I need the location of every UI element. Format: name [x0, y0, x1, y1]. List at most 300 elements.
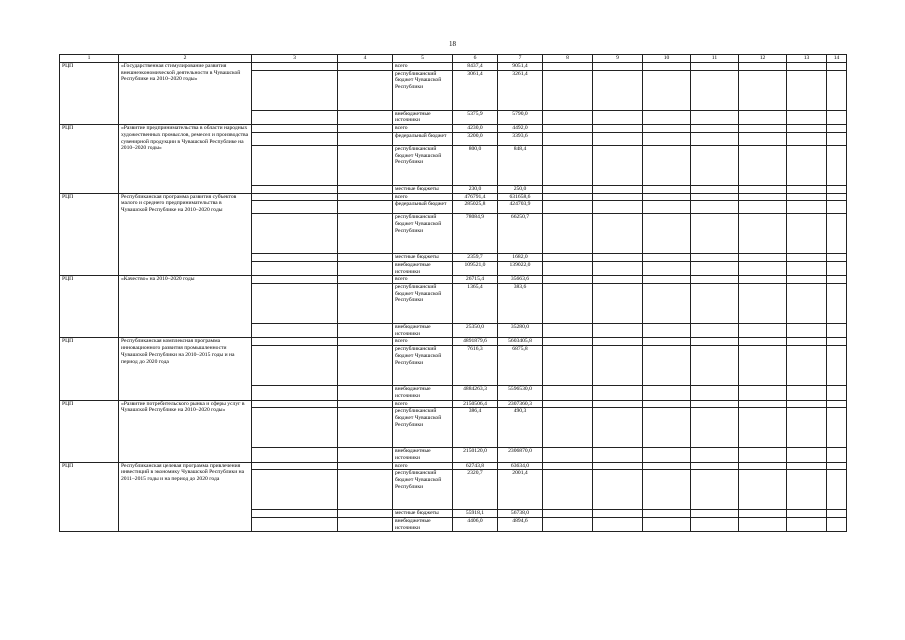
empty-cell — [338, 214, 393, 254]
funding-source: внебюджетные источники — [393, 518, 453, 532]
empty-cell — [252, 261, 338, 275]
empty-cell — [252, 324, 338, 338]
empty-cell — [691, 346, 739, 386]
empty-cell — [739, 145, 787, 185]
empty-cell — [543, 448, 593, 462]
empty-cell — [543, 261, 593, 275]
empty-cell — [543, 510, 593, 518]
empty-cell — [252, 386, 338, 400]
empty-cell — [543, 254, 593, 262]
column-header: 10 — [643, 55, 691, 63]
empty-cell — [739, 510, 787, 518]
amount-col6: 78084,9 — [453, 214, 498, 254]
empty-cell — [739, 400, 787, 408]
empty-cell — [787, 518, 827, 532]
empty-cell — [338, 462, 393, 470]
empty-cell — [691, 261, 739, 275]
empty-cell — [593, 510, 643, 518]
empty-cell — [593, 338, 643, 346]
budget-table — [59, 54, 847, 532]
amount-col7: 4492,0 — [498, 125, 543, 133]
empty-cell — [543, 338, 593, 346]
empty-cell — [643, 132, 691, 145]
amount-col7: 250,0 — [498, 185, 543, 193]
amount-col6: 800,0 — [453, 145, 498, 185]
empty-cell — [338, 338, 393, 346]
empty-cell — [827, 276, 847, 284]
empty-cell — [252, 346, 338, 386]
amount-col6: 62743,8 — [453, 462, 498, 470]
amount-col7: 3393,6 — [498, 132, 543, 145]
empty-cell — [543, 470, 593, 510]
table-row — [60, 193, 847, 201]
table-row — [60, 338, 847, 346]
empty-cell — [787, 185, 827, 193]
empty-cell — [787, 462, 827, 470]
amount-col7: 9051,4 — [498, 63, 543, 71]
amount-col7: 6875,8 — [498, 346, 543, 386]
empty-cell — [787, 276, 827, 284]
amount-col7: 4894,6 — [498, 518, 543, 532]
empty-cell — [691, 338, 739, 346]
empty-cell — [739, 346, 787, 386]
funding-source: всего — [393, 400, 453, 408]
empty-cell — [691, 386, 739, 400]
empty-cell — [739, 132, 787, 145]
empty-cell — [787, 201, 827, 214]
empty-cell — [827, 324, 847, 338]
empty-cell — [543, 518, 593, 532]
empty-cell — [691, 284, 739, 324]
empty-cell — [593, 324, 643, 338]
page-number: 18 — [449, 40, 456, 48]
empty-cell — [739, 386, 787, 400]
column-header: 3 — [252, 55, 338, 63]
empty-cell — [691, 193, 739, 201]
empty-cell — [787, 261, 827, 275]
empty-cell — [643, 284, 691, 324]
funding-source: внебюджетные источники — [393, 448, 453, 462]
column-header: 8 — [543, 55, 593, 63]
amount-col6: 4891879,6 — [453, 338, 498, 346]
empty-cell — [827, 70, 847, 110]
funding-source: внебюджетные источники — [393, 324, 453, 338]
funding-source: республиканский бюджет Чувашской Республики — [393, 214, 453, 254]
empty-cell — [787, 284, 827, 324]
empty-cell — [593, 470, 643, 510]
empty-cell — [252, 462, 338, 470]
funding-source: республиканский бюджет Чувашской Республики — [393, 346, 453, 386]
empty-cell — [643, 510, 691, 518]
empty-cell — [827, 261, 847, 275]
empty-cell — [739, 185, 787, 193]
empty-cell — [739, 63, 787, 71]
empty-cell — [252, 145, 338, 185]
empty-cell — [643, 338, 691, 346]
empty-cell — [338, 276, 393, 284]
column-header: 5 — [393, 55, 453, 63]
empty-cell — [827, 132, 847, 145]
empty-cell — [593, 448, 643, 462]
empty-cell — [787, 110, 827, 124]
empty-cell — [739, 201, 787, 214]
empty-cell — [739, 261, 787, 275]
empty-cell — [593, 125, 643, 133]
empty-cell — [691, 254, 739, 262]
empty-cell — [787, 386, 827, 400]
empty-cell — [338, 470, 393, 510]
amount-col6: 2150120,0 — [453, 448, 498, 462]
funding-source: республиканский бюджет Чувашской Республики — [393, 284, 453, 324]
empty-cell — [593, 346, 643, 386]
amount-col7: 5603405,8 — [498, 338, 543, 346]
empty-cell — [338, 324, 393, 338]
column-header: 4 — [338, 55, 393, 63]
empty-cell — [252, 201, 338, 214]
empty-cell — [252, 125, 338, 133]
empty-cell — [827, 284, 847, 324]
column-header: 14 — [827, 55, 847, 63]
funding-source: местные бюджеты — [393, 510, 453, 518]
empty-cell — [691, 408, 739, 448]
empty-cell — [827, 193, 847, 201]
empty-cell — [691, 63, 739, 71]
amount-col7: 3261,4 — [498, 70, 543, 110]
empty-cell — [827, 254, 847, 262]
empty-cell — [691, 201, 739, 214]
amount-col6: 386,4 — [453, 408, 498, 448]
empty-cell — [691, 400, 739, 408]
empty-cell — [593, 193, 643, 201]
empty-cell — [252, 214, 338, 254]
program-code: РЦП — [60, 400, 119, 462]
empty-cell — [691, 324, 739, 338]
empty-cell — [643, 254, 691, 262]
table-row — [60, 63, 847, 71]
amount-col6: 7616,3 — [453, 346, 498, 386]
program-code: РЦП — [60, 462, 119, 532]
empty-cell — [827, 201, 847, 214]
empty-cell — [739, 254, 787, 262]
amount-col6: 4884263,3 — [453, 386, 498, 400]
empty-cell — [252, 518, 338, 532]
funding-source: всего — [393, 193, 453, 201]
empty-cell — [643, 448, 691, 462]
empty-cell — [691, 125, 739, 133]
amount-col7: 631658,6 — [498, 193, 543, 201]
empty-cell — [827, 145, 847, 185]
empty-cell — [543, 201, 593, 214]
column-header: 2 — [119, 55, 252, 63]
table-row — [60, 276, 847, 284]
empty-cell — [593, 201, 643, 214]
empty-cell — [593, 214, 643, 254]
amount-col7: 66250,7 — [498, 214, 543, 254]
empty-cell — [827, 448, 847, 462]
amount-col6: 2150506,4 — [453, 400, 498, 408]
empty-cell — [593, 110, 643, 124]
empty-cell — [593, 261, 643, 275]
empty-cell — [643, 63, 691, 71]
empty-cell — [543, 132, 593, 145]
empty-cell — [739, 448, 787, 462]
empty-cell — [593, 462, 643, 470]
empty-cell — [543, 408, 593, 448]
amount-col6: 2359,7 — [453, 254, 498, 262]
amount-col7: 63634,0 — [498, 462, 543, 470]
empty-cell — [593, 276, 643, 284]
empty-cell — [338, 284, 393, 324]
empty-cell — [787, 400, 827, 408]
empty-cell — [691, 510, 739, 518]
empty-cell — [787, 408, 827, 448]
empty-cell — [739, 276, 787, 284]
amount-col7: 490,3 — [498, 408, 543, 448]
empty-cell — [691, 132, 739, 145]
empty-cell — [643, 214, 691, 254]
amount-col6: 109521,0 — [453, 261, 498, 275]
empty-cell — [787, 132, 827, 145]
empty-cell — [338, 145, 393, 185]
empty-cell — [593, 132, 643, 145]
amount-col6: 55918,1 — [453, 510, 498, 518]
empty-cell — [543, 63, 593, 71]
empty-cell — [543, 386, 593, 400]
empty-cell — [739, 110, 787, 124]
funding-source: республиканский бюджет Чувашской Республики — [393, 470, 453, 510]
funding-source: всего — [393, 125, 453, 133]
empty-cell — [827, 518, 847, 532]
funding-source: местные бюджеты — [393, 185, 453, 193]
column-header: 6 — [453, 55, 498, 63]
empty-cell — [338, 254, 393, 262]
empty-cell — [691, 110, 739, 124]
empty-cell — [593, 408, 643, 448]
empty-cell — [252, 276, 338, 284]
funding-source: всего — [393, 276, 453, 284]
empty-cell — [827, 462, 847, 470]
amount-col6: 285025,8 — [453, 201, 498, 214]
table-row — [60, 462, 847, 470]
amount-col6: 1365,4 — [453, 284, 498, 324]
empty-cell — [787, 193, 827, 201]
empty-cell — [338, 193, 393, 201]
empty-cell — [643, 518, 691, 532]
empty-cell — [643, 470, 691, 510]
amount-col7: 2001,4 — [498, 470, 543, 510]
amount-col6: 476791,4 — [453, 193, 498, 201]
empty-cell — [338, 408, 393, 448]
amount-col7: 848,4 — [498, 145, 543, 185]
empty-cell — [593, 254, 643, 262]
empty-cell — [827, 470, 847, 510]
empty-cell — [691, 462, 739, 470]
empty-cell — [593, 145, 643, 185]
empty-cell — [787, 470, 827, 510]
program-code: РЦП — [60, 338, 119, 400]
empty-cell — [593, 386, 643, 400]
empty-cell — [787, 324, 827, 338]
program-name: Республиканская программа развития субъектов малого и среднего предпринимательства в Чувашской Республике на 2010–2020 годы — [119, 193, 252, 276]
empty-cell — [252, 185, 338, 193]
empty-cell — [643, 386, 691, 400]
empty-cell — [338, 185, 393, 193]
empty-cell — [739, 338, 787, 346]
program-name: «Государственная стимулирование развития внешнеэкономической деятельности в Чувашской Республике на 2010–2020 годы» — [119, 63, 252, 125]
funding-source: всего — [393, 462, 453, 470]
empty-cell — [739, 408, 787, 448]
empty-cell — [827, 386, 847, 400]
amount-col7: 5596530,0 — [498, 386, 543, 400]
empty-cell — [252, 470, 338, 510]
empty-cell — [827, 63, 847, 71]
empty-cell — [643, 201, 691, 214]
empty-cell — [739, 462, 787, 470]
empty-cell — [691, 470, 739, 510]
empty-cell — [593, 400, 643, 408]
empty-cell — [252, 193, 338, 201]
program-name: Республиканская целевая программа привлечения инвестиций в экономику Чувашской Республики на 2011–2015 годы и на период до 2020 года — [119, 462, 252, 532]
empty-cell — [739, 70, 787, 110]
amount-col6: 5375,9 — [453, 110, 498, 124]
empty-cell — [827, 346, 847, 386]
empty-cell — [827, 408, 847, 448]
empty-cell — [643, 462, 691, 470]
empty-cell — [252, 132, 338, 145]
empty-cell — [643, 70, 691, 110]
empty-cell — [543, 185, 593, 193]
empty-cell — [543, 145, 593, 185]
funding-source: республиканский бюджет Чувашской Республики — [393, 145, 453, 185]
empty-cell — [643, 193, 691, 201]
empty-cell — [338, 518, 393, 532]
empty-cell — [252, 254, 338, 262]
column-header: 12 — [739, 55, 787, 63]
empty-cell — [252, 448, 338, 462]
empty-cell — [338, 400, 393, 408]
funding-source: всего — [393, 338, 453, 346]
empty-cell — [787, 346, 827, 386]
empty-cell — [787, 338, 827, 346]
amount-col6: 4406,0 — [453, 518, 498, 532]
empty-cell — [543, 284, 593, 324]
empty-cell — [691, 145, 739, 185]
empty-cell — [252, 510, 338, 518]
empty-cell — [643, 324, 691, 338]
empty-cell — [643, 400, 691, 408]
empty-cell — [643, 185, 691, 193]
amount-col6: 4230,0 — [453, 125, 498, 133]
empty-cell — [543, 110, 593, 124]
empty-cell — [787, 214, 827, 254]
amount-col7: 35280,0 — [498, 324, 543, 338]
empty-cell — [338, 346, 393, 386]
empty-cell — [252, 400, 338, 408]
empty-cell — [787, 63, 827, 71]
empty-cell — [827, 400, 847, 408]
empty-cell — [338, 261, 393, 275]
empty-cell — [338, 110, 393, 124]
amount-col7: 139022,0 — [498, 261, 543, 275]
empty-cell — [543, 400, 593, 408]
empty-cell — [827, 214, 847, 254]
column-header: 13 — [787, 55, 827, 63]
empty-cell — [338, 125, 393, 133]
program-name: «Развитие предпринимательства в области народных художественных промыслов, ремесел и производства сувенирной продукции в Чувашской Республике на 2010–2020 годы» — [119, 125, 252, 193]
empty-cell — [543, 193, 593, 201]
amount-col7: 383,6 — [498, 284, 543, 324]
amount-col6: 26715,4 — [453, 276, 498, 284]
empty-cell — [691, 185, 739, 193]
empty-cell — [338, 132, 393, 145]
column-header: 1 — [60, 55, 119, 63]
empty-cell — [593, 185, 643, 193]
column-header: 9 — [593, 55, 643, 63]
amount-col7: 35663,6 — [498, 276, 543, 284]
amount-col6: 3061,4 — [453, 70, 498, 110]
empty-cell — [827, 338, 847, 346]
empty-cell — [643, 346, 691, 386]
empty-cell — [739, 125, 787, 133]
funding-source: внебюджетные источники — [393, 261, 453, 275]
empty-cell — [252, 63, 338, 71]
empty-cell — [643, 145, 691, 185]
funding-source: внебюджетные источники — [393, 110, 453, 124]
amount-col7: 424703,9 — [498, 201, 543, 214]
table-body — [60, 55, 847, 532]
funding-source: федеральный бюджет — [393, 132, 453, 145]
amount-col6: 2320,7 — [453, 470, 498, 510]
program-name: «Качество» на 2010–2020 годы — [119, 276, 252, 338]
empty-cell — [787, 70, 827, 110]
amount-col6: 230,0 — [453, 185, 498, 193]
empty-cell — [543, 324, 593, 338]
empty-cell — [691, 70, 739, 110]
amount-col6: 8437,4 — [453, 63, 498, 71]
empty-cell — [543, 462, 593, 470]
empty-cell — [739, 470, 787, 510]
empty-cell — [338, 70, 393, 110]
empty-cell — [691, 276, 739, 284]
empty-cell — [691, 448, 739, 462]
empty-cell — [252, 70, 338, 110]
amount-col6: 3200,0 — [453, 132, 498, 145]
funding-source: внебюджетные источники — [393, 386, 453, 400]
empty-cell — [739, 284, 787, 324]
amount-col7: 1682,0 — [498, 254, 543, 262]
empty-cell — [643, 276, 691, 284]
empty-cell — [593, 518, 643, 532]
empty-cell — [252, 408, 338, 448]
program-name: Республиканская комплексная программа инновационного развития промышленности Чувашской Республики на 2010–2015 годы и на период до 2020 года — [119, 338, 252, 400]
empty-cell — [827, 185, 847, 193]
empty-cell — [827, 510, 847, 518]
program-name: «Развитие потребительского рынка и сферы услуг в Чувашской Республике на 2010–2020 годы» — [119, 400, 252, 462]
empty-cell — [543, 276, 593, 284]
empty-cell — [643, 110, 691, 124]
empty-cell — [252, 338, 338, 346]
empty-cell — [787, 254, 827, 262]
empty-cell — [787, 125, 827, 133]
empty-cell — [543, 346, 593, 386]
empty-cell — [739, 324, 787, 338]
program-code: РЦП — [60, 63, 119, 125]
funding-source: федеральный бюджет — [393, 201, 453, 214]
empty-cell — [252, 110, 338, 124]
column-header: 11 — [691, 55, 739, 63]
program-code: РЦП — [60, 193, 119, 276]
amount-col6: 25350,0 — [453, 324, 498, 338]
